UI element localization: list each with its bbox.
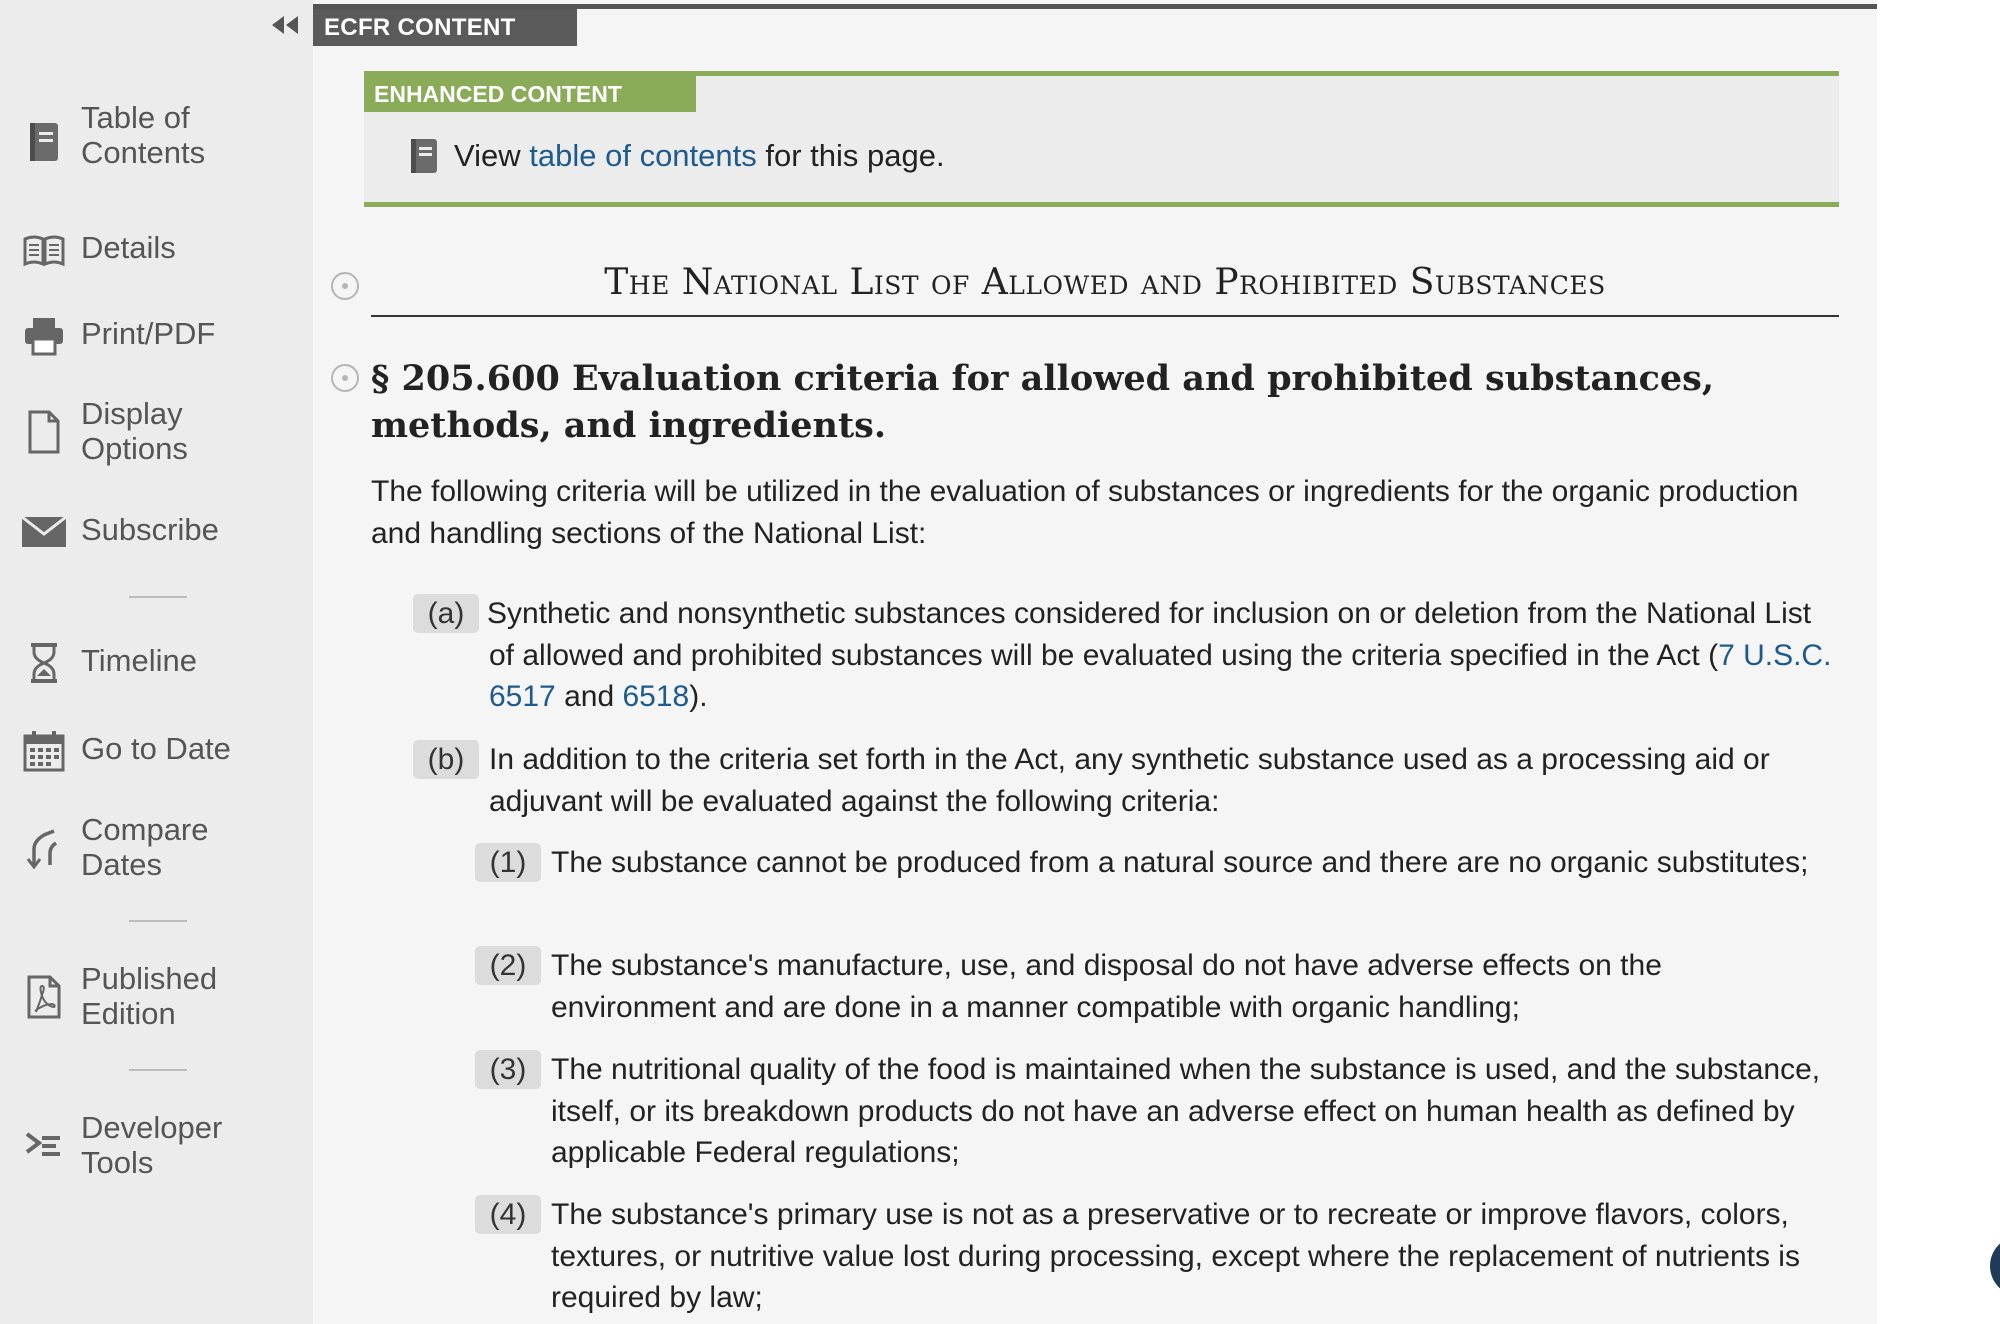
- paragraph-label[interactable]: (4): [475, 1195, 541, 1234]
- sidebar-item-print-pdf[interactable]: [0, 316, 313, 356]
- sidebar-item-compare-dates[interactable]: [0, 812, 313, 884]
- sidebar-item-developer-tools[interactable]: [0, 1110, 313, 1182]
- enhanced-content-label: ENHANCED CONTENT: [364, 76, 696, 112]
- section-heading: § 205.600 Evaluation criteria for allowed and prohibited substances, methods, and ingredients.: [371, 358, 1715, 446]
- document-icon: [20, 408, 68, 456]
- sidebar-item-label: Table of Contents: [81, 100, 206, 170]
- calendar-icon: [20, 727, 68, 775]
- intro-paragraph: The following criteria will be utilized in the evaluation of substances or ingredients for the organic production and handling sections of the National List:: [371, 475, 1799, 550]
- sidebar-item-subscribe[interactable]: [0, 512, 313, 552]
- floating-help-button[interactable]: [1990, 1236, 2000, 1296]
- sidebar-item-label: Compare Dates: [81, 812, 209, 882]
- sidebar-divider: [129, 920, 187, 922]
- enhanced-prefix: View: [454, 138, 521, 173]
- enhanced-content-body: [408, 138, 945, 174]
- part-title: The National List of Allowed and Prohibited Substances: [604, 262, 1606, 303]
- sidebar-item-label: Details: [81, 230, 176, 265]
- sidebar-item-label: Timeline: [81, 643, 197, 678]
- sidebar-item-display-options[interactable]: [0, 396, 313, 468]
- paragraph-b-2: The substance's manufacture, use, and disposal do not have adverse effects on the environment and are done in a manner compatible with organic handling;: [551, 949, 1662, 1024]
- paragraph-b-4: The substance's primary use is not as a preservative or to recreate or improve flavors, colors, textures, or nutritive value lost during processing, except where the replacement of nutrients is required by law;: [551, 1198, 1800, 1314]
- paragraph-text: Synthetic and nonsynthetic substances considered for inclusion on or deletion from the National List of allowed and prohibited substances will be evaluated using the criteria specified in the Act (: [487, 597, 1812, 672]
- sidebar-item-details[interactable]: [0, 230, 313, 270]
- paragraph-text: ).: [689, 680, 708, 713]
- sidebar-item-go-to-date[interactable]: [0, 731, 313, 771]
- printer-icon: [20, 312, 68, 360]
- paragraph-b: In addition to the criteria set forth in the Act, any synthetic substance used as a processing aid or adjuvant will be evaluated against the following criteria:: [489, 743, 1770, 818]
- open-book-icon: [20, 226, 68, 274]
- compare-icon: [20, 824, 68, 872]
- sidebar-item-label: Print/PDF: [81, 316, 216, 351]
- sidebar-item-label: Display Options: [81, 396, 188, 466]
- sidebar-item-timeline[interactable]: [0, 643, 313, 683]
- sidebar-item-label: Subscribe: [81, 512, 219, 547]
- terminal-icon: [20, 1122, 68, 1170]
- usc-6518-link[interactable]: 6518: [622, 680, 690, 713]
- enhanced-content-box: [364, 71, 1839, 207]
- pdf-document-icon: [20, 973, 68, 1021]
- envelope-icon: [20, 508, 68, 556]
- paragraph-text: and: [555, 680, 623, 713]
- paragraph-b-3: The nutritional quality of the food is maintained when the substance is used, and the substance, itself, or its breakdown products do not have an adverse effect on human health as defined by applicable Federal regulations;: [551, 1053, 1821, 1169]
- sidebar-item-label: Developer Tools: [81, 1110, 223, 1180]
- sidebar: [0, 0, 313, 1324]
- main-content: [313, 0, 1877, 1324]
- paragraph-label[interactable]: (a): [413, 594, 479, 633]
- sidebar-item-label: Published Edition: [81, 961, 218, 1031]
- part-anchor-icon[interactable]: [331, 272, 359, 300]
- paragraph-a: [489, 593, 1839, 718]
- usc-6517-link[interactable]: 7 U.S.C. 6517: [489, 638, 1832, 713]
- sidebar-divider: [129, 596, 187, 598]
- enhanced-suffix: for this page.: [765, 138, 945, 173]
- table-of-contents-link[interactable]: table of contents: [529, 138, 757, 173]
- paragraph-label[interactable]: (1): [475, 843, 541, 882]
- paragraph-b-1: The substance cannot be produced from a natural source and there are no organic substitutes;: [551, 846, 1809, 879]
- sidebar-item-table-of-contents[interactable]: [0, 100, 313, 184]
- book-icon: [20, 118, 68, 166]
- paragraph-label[interactable]: (b): [413, 740, 479, 779]
- part-title-rule: [371, 315, 1839, 317]
- sidebar-item-published-edition[interactable]: [0, 961, 313, 1033]
- paragraph-label[interactable]: (2): [475, 946, 541, 985]
- hourglass-icon: [20, 639, 68, 687]
- tab-ecfr-content[interactable]: ECFR CONTENT: [313, 9, 577, 46]
- collapse-sidebar-icon[interactable]: [268, 14, 302, 36]
- sidebar-item-label: Go to Date: [81, 731, 231, 766]
- section-anchor-icon[interactable]: [331, 364, 359, 392]
- paragraph-label[interactable]: (3): [475, 1050, 541, 1089]
- sidebar-divider: [129, 1069, 187, 1071]
- book-icon: [408, 138, 440, 174]
